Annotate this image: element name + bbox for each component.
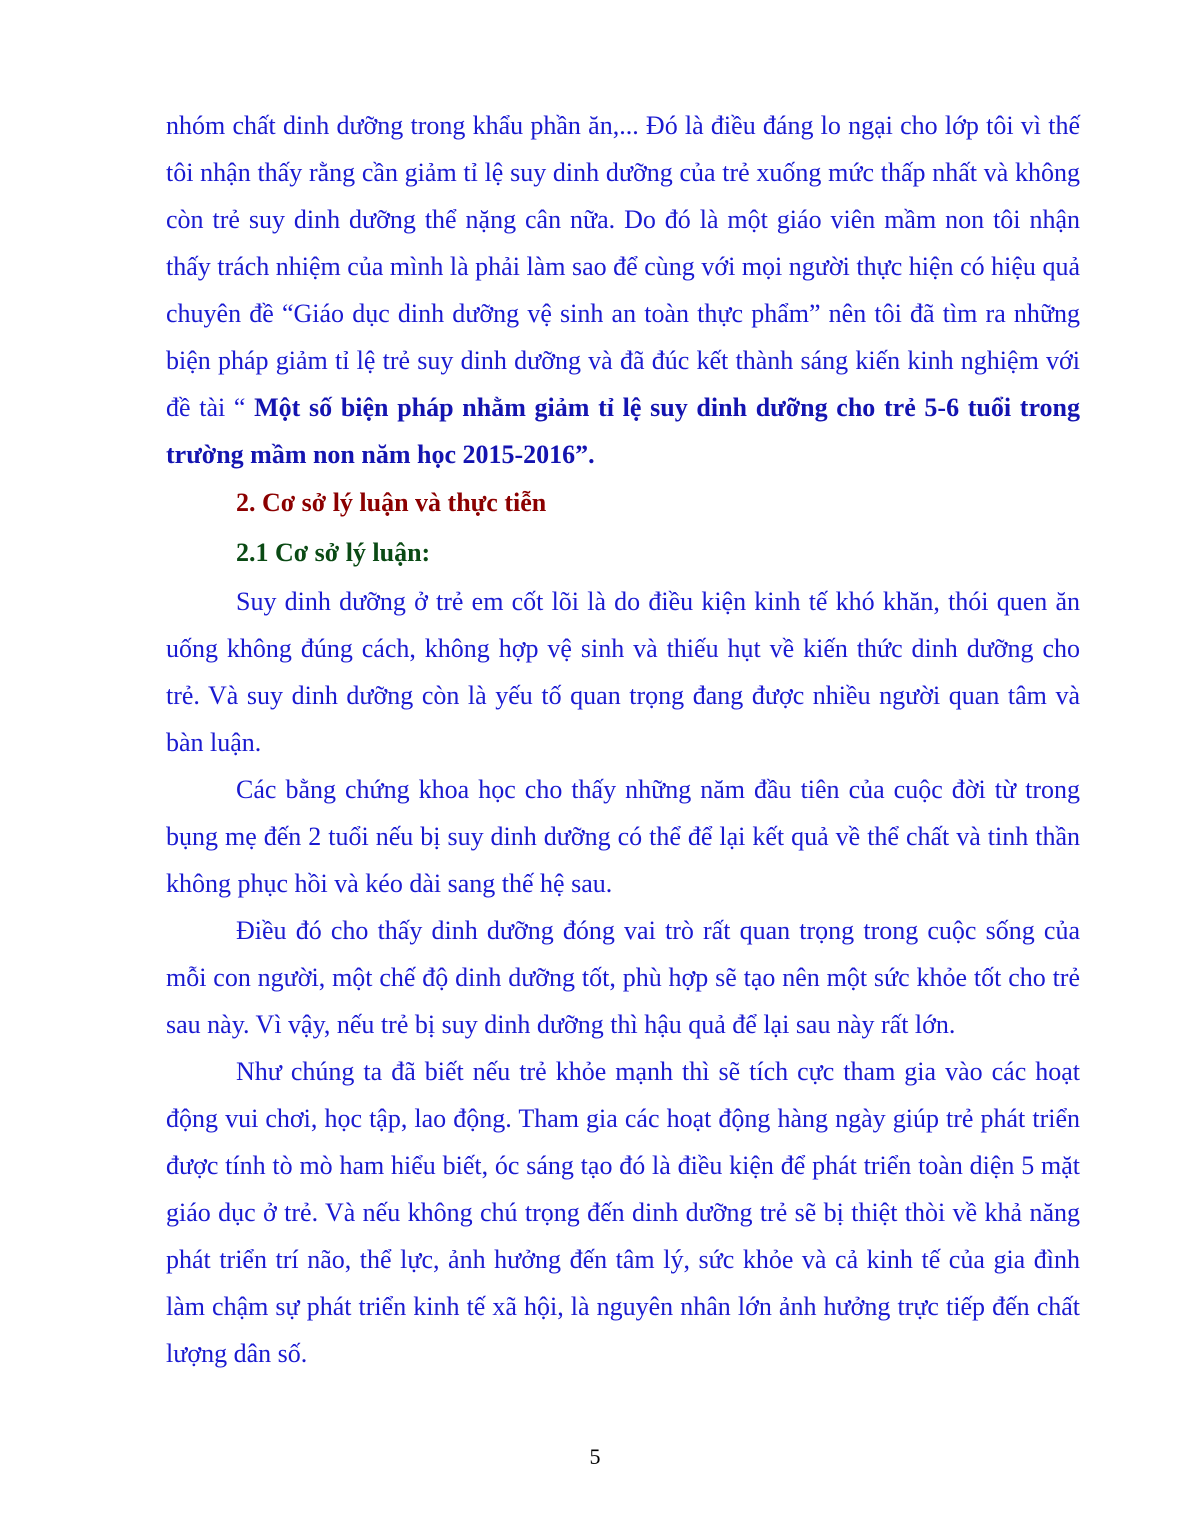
intro-text: nhóm chất dinh dưỡng trong khẩu phần ăn,... Đó là điều đáng lo ngại cho lớp tôi vì thế tôi nhận thấy rằng cần giảm tỉ lệ suy dinh dưỡng của trẻ xuống mức thấp nhất và không còn trẻ suy dinh dưỡng thể nặng cân nữa. Do đó là một giáo viên mầm non tôi nhận thấy trách nhiệm của mình là phải làm sao để cùng với mọi người thực hiện có hiệu quả chuyên đề “Giáo dục dinh dưỡng vệ sinh an toàn thực phẩm” nên tôi đã tìm ra những biện pháp giảm tỉ lệ trẻ suy dinh dưỡng và đã đúc kết thành sáng kiến kinh nghiệm với đề tài “ — [166, 111, 1080, 422]
section-heading: 2. Cơ sở lý luận và thực tiễn — [236, 488, 547, 517]
body-paragraph: Điều đó cho thấy dinh dưỡng đóng vai trò rất quan trọng trong cuộc sống của mỗi con người, một chế độ dinh dưỡng tốt, phù hợp sẽ tạo nên một sức khỏe tốt cho trẻ sau này. Vì vậy, nếu trẻ bị suy dinh dưỡng thì hậu quả để lại sau này rất lớn. — [166, 916, 1080, 1039]
page-number: 5 — [589, 1444, 601, 1469]
topic-title: Một số biện pháp nhằm giảm tỉ lệ suy dinh dưỡng cho trẻ 5-6 tuổi trong trường mầm non năm học 2015-2016”. — [166, 393, 1080, 469]
document-page — [166, 102, 1080, 1377]
intro-paragraph — [166, 102, 1080, 478]
body-paragraph: Như chúng ta đã biết nếu trẻ khỏe mạnh thì sẽ tích cực tham gia vào các hoạt động vui chơi, học tập, lao động. Tham gia các hoạt động hàng ngày giúp trẻ phát triển được tính tò mò ham hiểu biết, óc sáng tạo đó là điều kiện để phát triển toàn diện 5 mặt giáo dục ở trẻ. Và nếu không chú trọng đến dinh dưỡng trẻ sẽ bị thiệt thòi về khả năng phát triển trí não, thể lực, ảnh hưởng đến tâm lý, sức khỏe và cả kinh tế của gia đình làm chậm sự phát triển kinh tế xã hội, là nguyên nhân lớn ảnh hưởng trực tiếp đến chất lượng dân số. — [166, 1057, 1080, 1368]
subsection-heading: 2.1 Cơ sở lý luận: — [236, 538, 431, 567]
body-paragraph: Các bằng chứng khoa học cho thấy những năm đầu tiên của cuộc đời từ trong bụng mẹ đến 2 tuổi nếu bị suy dinh dưỡng có thể để lại kết quả về thể chất và tinh thần không phục hồi và kéo dài sang thế hệ sau. — [166, 775, 1080, 898]
body-paragraph: Suy dinh dưỡng ở trẻ em cốt lõi là do điều kiện kinh tế khó khăn, thói quen ăn uống không đúng cách, không hợp vệ sinh và thiếu hụt về kiến thức dinh dưỡng cho trẻ. Và suy dinh dưỡng còn là yếu tố quan trọng đang được nhiều người quan tâm và bàn luận. — [166, 587, 1080, 757]
